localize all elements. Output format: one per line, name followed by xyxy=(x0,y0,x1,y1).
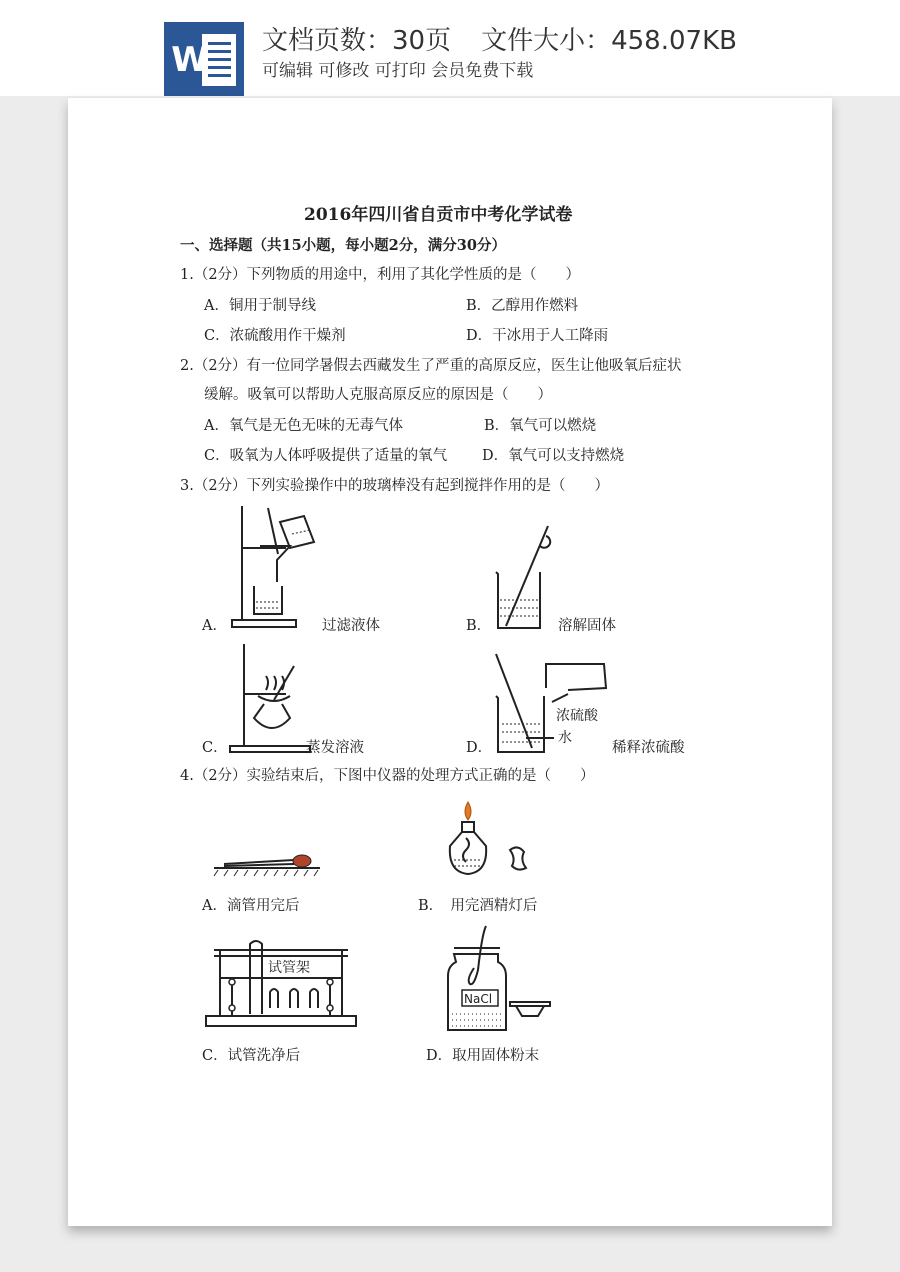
rack-label: 试管架 xyxy=(268,960,310,976)
feature-list: 可编辑 可修改 可打印 会员免费下载 xyxy=(262,61,534,81)
question-3-option-c-caption: 蒸发溶液 xyxy=(306,740,364,756)
acid-label: 浓硫酸 xyxy=(556,708,598,724)
file-size: 文件大小：458.07KB xyxy=(481,26,737,56)
question-4-stem: 4.（2分）实验结束后，下图中仪器的处理方式正确的是（ ） xyxy=(180,768,595,784)
question-4-option-d: D．取用固体粉末 xyxy=(426,1048,540,1064)
question-2-stem-continued: 缓解。吸氧可以帮助人克服高原反应的原因是（ ） xyxy=(204,387,552,403)
question-1-option-d: D．干冰用于人工降雨 xyxy=(466,328,609,344)
question-2-option-c: C．吸氧为人体呼吸提供了适量的氧气 xyxy=(204,448,448,464)
question-4-option-b: B． 用完酒精灯后 xyxy=(418,898,538,914)
question-3-option-b-caption: 溶解固体 xyxy=(558,618,616,634)
alcohol-lamp-figure xyxy=(442,798,534,882)
file-info xyxy=(262,20,737,57)
reagent-bottle-figure xyxy=(446,924,550,1034)
question-2-stem: 2.（2分）有一位同学暑假去西藏发生了严重的高原反应，医生让他吸氧后症状 xyxy=(180,358,682,374)
question-4-option-c: C．试管洗净后 xyxy=(202,1048,301,1064)
word-document-icon xyxy=(164,22,244,96)
question-2-option-d: D．氧气可以支持燃烧 xyxy=(482,448,625,464)
question-1-option-b: B．乙醇用作燃料 xyxy=(466,298,579,314)
page-count: 文档页数：30页 xyxy=(262,26,452,56)
question-3-option-c-letter: C． xyxy=(202,740,228,756)
question-3-option-a-letter: A． xyxy=(202,618,227,634)
question-2-option-a: A．氧气是无色无味的无毒气体 xyxy=(204,418,403,434)
water-label: 水 xyxy=(558,730,572,746)
nacl-label: NaCl xyxy=(464,992,493,1006)
word-letter-icon: W xyxy=(171,40,209,80)
question-4-option-a: A．滴管用完后 xyxy=(202,898,300,914)
section-heading: 一、选择题（共15小题，每小题2分，满分30分） xyxy=(180,237,506,254)
test-tube-rack-figure xyxy=(206,938,356,1030)
question-3-option-a-caption: 过滤液体 xyxy=(322,618,380,634)
filtration-apparatus-figure xyxy=(226,502,336,634)
page-title: 2016年四川省自贡市中考化学试卷 xyxy=(304,205,573,225)
question-3-option-d-caption: 稀释浓硫酸 xyxy=(612,740,685,756)
dropper-on-table-figure xyxy=(214,850,326,880)
question-1-option-a: A．铜用于制导线 xyxy=(204,298,316,314)
question-3-stem: 3.（2分）下列实验操作中的玻璃棒没有起到搅拌作用的是（ ） xyxy=(180,478,610,494)
question-3-option-d-letter: D． xyxy=(466,740,493,756)
download-banner xyxy=(0,0,900,96)
question-1-option-c: C．浓硫酸用作干燥剂 xyxy=(204,328,346,344)
question-1-stem: 1.（2分）下列物质的用途中，利用了其化学性质的是（ ） xyxy=(180,267,581,283)
question-3-option-b-letter: B． xyxy=(466,618,492,634)
question-2-option-b: B．氧气可以燃烧 xyxy=(484,418,597,434)
evaporation-apparatus-figure xyxy=(228,642,312,754)
exam-page xyxy=(68,98,832,1226)
